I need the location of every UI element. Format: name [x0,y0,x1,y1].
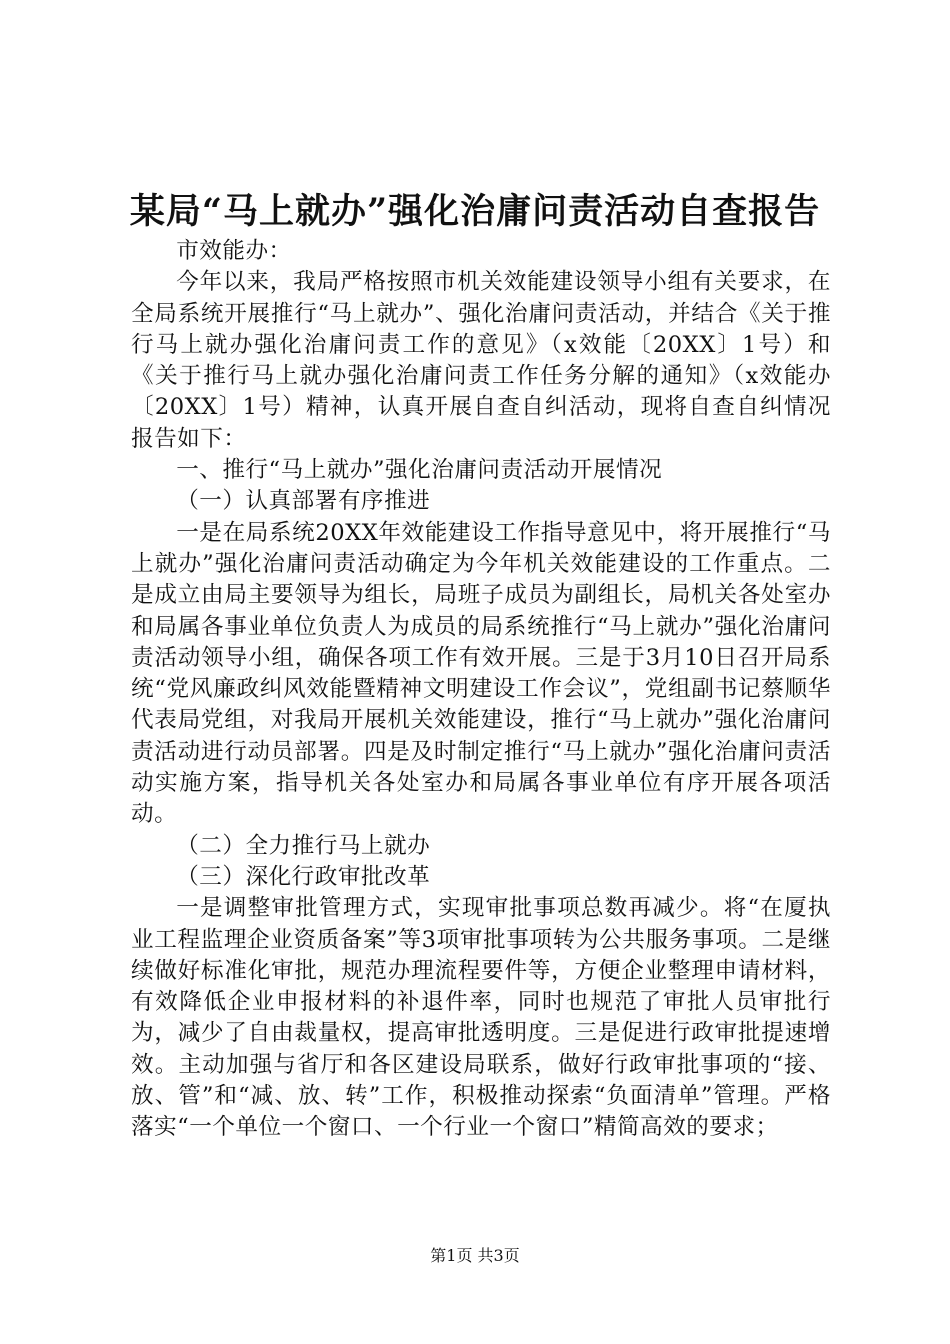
subsection-heading-1: （一）认真部署有序推进 [176,488,431,515]
subsection-heading-3: （三）深化行政审批改革 [176,863,431,890]
paragraph-deployment: 一是在局系统20XX年效能建设工作指导意见中，将开展推行“马上就办”强化治庸问责活动确定为今年机关效能建设的工作重点。二是成立由局主要领导为组长，局班子成员为副组长，局机关各处室办和局属各事业单位负责人为成员的局系统推行“马上就办”强化治庸问责活动领导小组，确保各项工作有效开展。三是于3月10日召开局系统“党风廉政纠风效能暨精神文明建设工作会议”，党组副书记蔡顺华代表局党组，对我局开展机关效能建设，推行“马上就办”强化治庸问责活动进行动员部署。四是及时制定推行“马上就办”强化治庸问责活动实施方案，指导机关各处室办和局属各事业单位有序开展各项活动。 [131,519,831,828]
salutation: 市效能办： [176,238,292,264]
document-body [131,236,831,1144]
subsection-heading-2: （二）全力推行马上就办 [176,832,431,859]
page-number: 第1页 共3页 [430,1246,520,1265]
section-heading-1: 一、推行“马上就办”强化治庸问责活动开展情况 [176,457,663,484]
paragraph-intro: 今年以来，我局严格按照市机关效能建设领导小组有关要求，在全局系统开展推行“马上就办”、强化治庸问责活动，并结合《关于推行马上就办强化治庸问责工作的意见》（x效能〔20XX〕1号）和《关于推行马上就办强化治庸问责工作任务分解的通知》（x效能办〔20XX〕1号）精神，认真开展自查自纠活动，现将自查自纠情况报告如下： [131,269,831,452]
document-title: 某局“马上就办”强化治庸问责活动自查报告 [129,191,821,232]
paragraph-approval-reform: 一是调整审批管理方式，实现审批事项总数再减少。将“在厦执业工程监理企业资质备案”等3项审批事项转为公共服务事项。二是继续做好标准化审批，规范办理流程要件等，方便企业整理申请材料，有效降低企业申报材料的补退件率，同时也规范了审批人员审批行为，减少了自由裁量权，提高审批透明度。三是促进行政审批提速增效。主动加强与省厅和各区建设局联系，做好行政审批事项的“接、放、管”和“减、放、转”工作，积极推动探索“负面清单”管理。严格落实“一个单位一个窗口、一个行业一个窗口”精简高效的要求； [131,895,831,1141]
